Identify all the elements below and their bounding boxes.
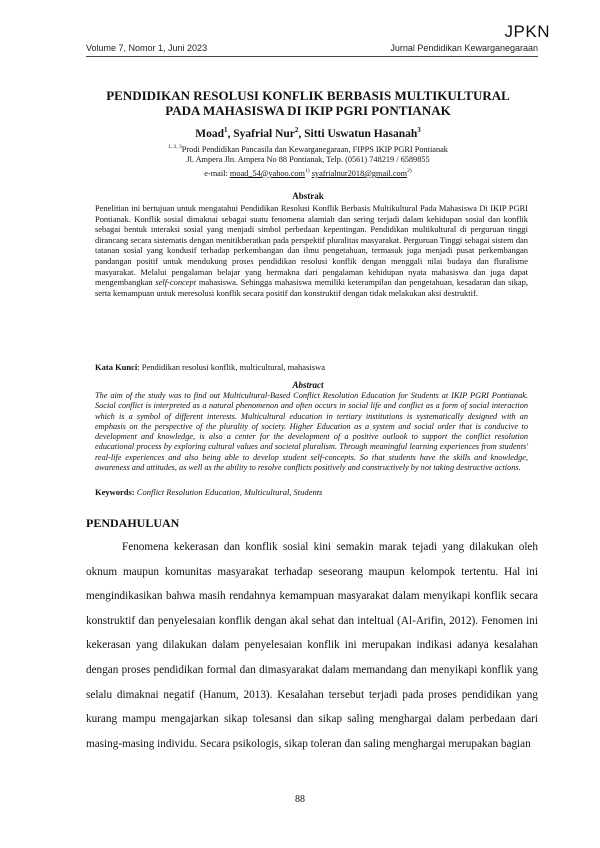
- main-paragraph: Fenomena kekerasan dan konflik sosial kini semakin marak tejadi yang dilakukan oleh oknum maupun komunitas masyarakat terhadap seseorang maupun kelompok tertentu. Hal ini mengindikasikan bahwa masih rendahnya kemampuan masyarakat dalam menyikapi konflik secara konstruktif dan penyelesaian konflik dengan akal sehat dan inteltual (Al-Arifin, 2012). Fenomen ini kekerasan yang dilakukan dalam penyelesaian konflik ini merupakan indikasi adanya kesalahan dengan proses pendidikan formal dan dimasyarakat dalam memandang dan menyikapi konflik yang selalu dimaknai negatif (Hanum, 2013). Kesalahan tersebut terjadi pada proses pendidikan yang kurang mampu mengajarkan sikap tolesansi dan sikap saling menghargai dalam perbedaan dari masing-masing individu. Secara psikologis, sikap toleran dan saling menghargai merupakan bagian: [86, 541, 538, 750]
- affiliation-email-line: [86, 166, 530, 179]
- author-3: , Sitti Uswatun Hasanah: [298, 127, 418, 140]
- paper-title: [86, 88, 530, 118]
- volume-info: Volume 7, Nomor 1, Juni 2023: [86, 43, 208, 53]
- keywords-value: Conflict Resolution Education, Multicultural, Students: [134, 487, 323, 497]
- author-2-sup: 2: [294, 126, 299, 134]
- author-1: Moad: [195, 127, 224, 140]
- keywords-label: Keywords:: [95, 487, 135, 497]
- abstrak-text-1: Penelitian ini bertujuan untuk mengatahui Pendidikan Resolusi Konflik Berbasis Multikultural Pada Mahasiswa Di IKIP PGRI Pontianak. Konflik sosial dimaknai sebagai suatu fenomena alamiah dan sering terjadi dalam kehidupan sosial dan konflik sebagai bentuk interaksi sosial yang menjadi simbol perbedaan kepentingan. Pendidikan multikultural di perguruan tinggi dirancang secara sistematis dengan menitikberatkan pada perspektif pluralitas masyarakat. Perguruan Tinggi sebagai sistem dan tatanan sosial yang kondusif terhadap perkembangan dan ilmu pengetahuan, termasuk juga menjadi pusat perkembangan pandangan positif untuk mendukung proses pendidikan resolusi konflik dengan menggali nilai budaya dan fluralisme masyarakat. Melalui pengalaman belajar yang bermakna dari pengalaman kehidupan nyata mahasiswa dan juga dapat mengembangkan: [95, 203, 528, 288]
- abstrak-italic-term: self-concept: [155, 277, 197, 288]
- kata-kunci-label: Kata Kunci: [95, 362, 138, 372]
- abstract-heading: Abstract: [292, 380, 324, 390]
- author-list: [86, 126, 530, 140]
- author-3-sup: 3: [417, 126, 421, 134]
- running-header: [86, 43, 538, 53]
- email-2-sup: 2): [407, 167, 412, 174]
- kata-kunci: [95, 362, 528, 372]
- affiliation-institution: Prodi Pendidikan Pancasila dan Kewarganegaraan, FIPPS IKIP PGRI Pontianak: [181, 144, 448, 154]
- header-divider: [86, 56, 538, 57]
- affiliation-address: Jl. Ampera Jln. Ampera No 88 Pontianak, Telp. (0561) 748219 / 6589855: [186, 155, 430, 165]
- journal-logo: JPKN: [504, 22, 550, 41]
- affiliation-line-1: [86, 142, 530, 155]
- author-1-sup: 1: [223, 126, 228, 134]
- affiliation-sup: 1, 2, 3: [168, 144, 182, 150]
- title-line-1: PENDIDIKAN RESOLUSI KONFLIK BERBASIS MULTIKULTURAL: [106, 88, 510, 103]
- email-1-sup: 1): [305, 167, 310, 174]
- abstrak-heading: Abstrak: [292, 191, 324, 201]
- section-heading: PENDAHULUAN: [86, 516, 180, 530]
- email-link-1[interactable]: moad_54@yahoo.com: [229, 168, 306, 178]
- abstract-body: The aim of the study was to find out Multicultural-Based Conflict Resolution Education for Students at IKIP PGRI Pontianak. Social conflict is interpreted as a natural phenomenon and often occurs in social life and conflict as a form of social interaction which is a symbol of different interests. Multicultural education in tertiary institutions is systematically designed with an emphasis on the perspective of the plurality of society. Higher Education as a system and social order that is conducive to development and knowledge, is also a center for the development of a positive outlook to support the conflict resolution educational process by exploring cultural values and societal pluralism. Through meaningful learning experiences from students' real-life experiences and also being able to develop student self-concepts. So that students have the skills and knowledge, awareness and attitudes, as well as the ability to resolve conflicts positively and constructively by not taking destructive actions.: [95, 391, 528, 473]
- title-line-2: PADA MAHASISWA DI IKIP PGRI PONTIANAK: [165, 103, 451, 118]
- email-link-2[interactable]: syafrialnur2018@gmail.com: [311, 168, 408, 178]
- abstrak-body: [95, 203, 528, 298]
- main-text: [86, 535, 538, 756]
- kata-kunci-value: : Pendidikan resolusi konflik, multicultural, mahasiswa: [137, 362, 325, 372]
- affiliation-block: [86, 142, 530, 179]
- abstrak-text-2: mahasiswa. Sehingga mahasiswa memiliki keterampilan dan pengetahuan, kesadaran dan sikap, serta kemampuan untuk meresolusi konflik secara positif dan konstruktif dengan tidak melakukan aksi destruktif.: [95, 277, 528, 298]
- journal-name: Jurnal Pendidikan Kewarganegaraan: [390, 43, 538, 53]
- keywords: [95, 487, 528, 497]
- page-number: 88: [295, 794, 305, 805]
- email-label: e-mail:: [204, 168, 230, 178]
- author-2: , Syafrial Nur: [227, 127, 295, 140]
